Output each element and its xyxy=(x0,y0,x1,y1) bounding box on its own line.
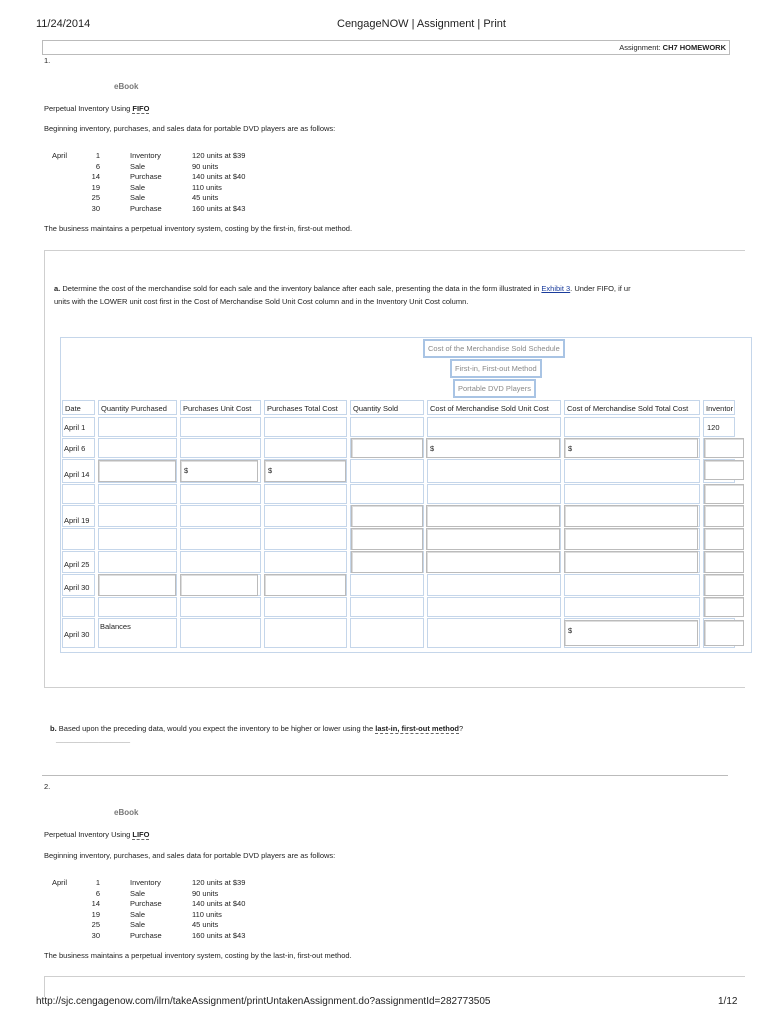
date-label: April 30 xyxy=(64,583,90,592)
units-cell: 90 units xyxy=(192,888,219,898)
inventory-data-table-1 xyxy=(50,151,264,215)
schedule-item: Portable DVD Players xyxy=(453,379,536,398)
grid-cell xyxy=(180,618,261,648)
purchases-unit-cost-apr30[interactable] xyxy=(180,574,258,596)
day-cell: 14 xyxy=(91,899,100,909)
page-title: CengageNOW | Assignment | Print xyxy=(337,18,506,30)
inventory-row xyxy=(50,151,264,162)
inventory-row xyxy=(50,183,264,194)
part-b-answer-select[interactable]: ___________________ xyxy=(56,736,130,743)
spacer-cell xyxy=(102,204,128,215)
spacer-cell xyxy=(102,931,128,942)
inventory-row xyxy=(50,889,264,900)
grid-cell xyxy=(350,574,424,596)
type-cell: Sale xyxy=(130,182,146,192)
grid-cell xyxy=(264,618,347,648)
balances-label: Balances xyxy=(100,622,131,631)
quantity-purchased-apr30[interactable] xyxy=(98,574,176,596)
inventory-balance[interactable] xyxy=(704,620,744,646)
day-cell: 19 xyxy=(91,909,100,919)
date-label: April 1 xyxy=(64,423,86,432)
dollar-sign: $ xyxy=(568,626,573,635)
date-label: April 6 xyxy=(64,444,86,453)
assignment-label-text: Assignment: xyxy=(619,43,661,52)
cogs-unit-cost-apr6[interactable] xyxy=(426,438,560,458)
purchases-total-cost-apr30[interactable] xyxy=(264,574,346,596)
grid-cell xyxy=(264,505,347,527)
spacer-cell xyxy=(102,193,128,204)
type-cell: Inventory xyxy=(130,878,161,887)
cogs-total-cost-apr19b[interactable] xyxy=(564,528,698,550)
grid-cell xyxy=(350,597,424,617)
inventory-apr30b[interactable] xyxy=(704,597,744,617)
units-cell: 45 units xyxy=(192,920,219,930)
month-cell xyxy=(50,193,84,204)
type-cell: Sale xyxy=(130,888,146,898)
assignment-name: CH7 HOMEWORK xyxy=(662,43,726,52)
grid-cell xyxy=(564,417,700,437)
grid-cell xyxy=(98,438,177,458)
day-cell: 30 xyxy=(91,203,100,213)
inventory-apr25[interactable] xyxy=(704,551,744,573)
type-cell: Inventory xyxy=(130,151,161,160)
units-cell: 110 units xyxy=(192,182,222,192)
type-cell: Purchase xyxy=(130,899,162,909)
ebook-link-2[interactable]: eBook xyxy=(114,808,139,817)
column-header-label: Purchases Unit Cost xyxy=(183,404,252,413)
grid-cell xyxy=(564,484,700,504)
units-cell: 110 units xyxy=(192,909,222,919)
inventory-apr30a[interactable] xyxy=(704,574,744,596)
ebook-link-1[interactable]: eBook xyxy=(114,82,139,91)
inventory-row xyxy=(50,172,264,183)
inventory-apr14b[interactable] xyxy=(704,484,744,504)
part-a-instructions xyxy=(54,284,744,293)
grid-cell xyxy=(427,574,561,596)
type-cell: Purchase xyxy=(130,930,162,940)
grid-cell xyxy=(180,505,261,527)
column-header-label: Cost of Merchandise Sold Total Cost xyxy=(567,404,689,413)
inventory-row xyxy=(50,162,264,173)
day-cell: 25 xyxy=(91,920,100,930)
problem-title-1 xyxy=(44,104,149,113)
date-label: April 19 xyxy=(64,516,90,525)
column-header-label: Inventor xyxy=(706,404,734,413)
month-cell: April xyxy=(52,151,68,160)
grid-cell xyxy=(350,459,424,483)
system-note-1: The business maintains a perpetual inventory system, costing by the first-in, first-out method. xyxy=(44,224,353,233)
purchases-total-cost-apr14[interactable] xyxy=(264,460,346,482)
part-a-instructions-line2: units with the LOWER unit cost first in the Cost of Merchandise Sold Unit Cost column and in the Inventory Unit Cost column. xyxy=(54,297,469,306)
month-cell xyxy=(50,183,84,194)
day-cell: 1 xyxy=(95,878,100,887)
cogs-total-cost-apr6[interactable] xyxy=(564,438,698,458)
cogs-total-cost-apr25[interactable] xyxy=(564,551,698,573)
grid-cell xyxy=(264,528,347,550)
type-cell: Purchase xyxy=(130,203,162,213)
schedule-title: Cost of the Merchandise Sold Schedule xyxy=(423,339,565,358)
part-b-label: b. xyxy=(50,724,57,733)
footer-url: http://sjc.cengagenow.com/ilrn/takeAssignment/printUntakenAssignment.do?assignmentId=282773505 xyxy=(36,996,491,1007)
cogs-total-balance[interactable] xyxy=(564,620,698,646)
intro-2: Beginning inventory, purchases, and sales data for portable DVD players are as follows: xyxy=(44,851,336,860)
grid-cell xyxy=(427,597,561,617)
spacer-cell xyxy=(102,920,128,931)
method-term-fifo[interactable]: FIFO xyxy=(132,104,150,113)
grid-cell xyxy=(564,597,700,617)
inventory-row xyxy=(50,910,264,921)
part-a-container-2 xyxy=(44,976,745,997)
grid-cell xyxy=(264,551,347,573)
cogs-unit-cost-apr25[interactable] xyxy=(426,551,560,573)
inventory-apr6[interactable] xyxy=(704,438,744,458)
day-cell: 30 xyxy=(91,930,100,940)
grid-cell xyxy=(427,618,561,648)
assignment-label xyxy=(619,43,726,52)
month-cell xyxy=(50,204,84,215)
inventory-row xyxy=(50,878,264,889)
question-divider xyxy=(42,775,728,776)
inventory-data-table-2 xyxy=(50,878,264,942)
cogs-unit-cost-apr19a[interactable] xyxy=(426,505,560,527)
system-note-2: The business maintains a perpetual inventory system, costing by the last-in, first-out method. xyxy=(44,951,352,960)
quantity-sold-apr25[interactable] xyxy=(351,551,423,573)
dollar-sign: $ xyxy=(268,466,273,475)
grid-cell xyxy=(62,528,95,550)
quantity-purchased-apr14[interactable] xyxy=(98,460,176,482)
spacer-cell xyxy=(102,910,128,921)
day-cell: 14 xyxy=(91,172,100,182)
grid-cell xyxy=(62,484,95,504)
schedule-method: First-in, First-out Method xyxy=(450,359,542,378)
inventory-row xyxy=(50,193,264,204)
dollar-sign: $ xyxy=(568,444,573,453)
grid-cell xyxy=(264,438,347,458)
type-cell: Sale xyxy=(130,193,146,203)
month-cell xyxy=(50,920,84,931)
part-a-text: Determine the cost of the merchandise sold for each sale and the inventory balance after each sale, presenting the data in the form illustrated in xyxy=(62,284,542,293)
month-cell xyxy=(50,889,84,900)
grid-cell xyxy=(98,528,177,550)
day-cell: 1 xyxy=(95,151,100,160)
quantity-sold-apr19b[interactable] xyxy=(351,528,423,550)
date-label: April 25 xyxy=(64,560,90,569)
grid-cell xyxy=(427,484,561,504)
grid-cell xyxy=(264,484,347,504)
part-a-text-2: . Under FIFO, if ur xyxy=(570,284,631,293)
grid-cell xyxy=(62,597,95,617)
month-cell xyxy=(50,931,84,942)
month-cell xyxy=(50,899,84,910)
spacer-cell xyxy=(102,889,128,900)
grid-cell xyxy=(264,417,347,437)
grid-cell xyxy=(350,484,424,504)
grid-cell xyxy=(98,505,177,527)
grid-cell xyxy=(180,438,261,458)
grid-cell xyxy=(180,597,261,617)
grid-cell xyxy=(350,618,424,648)
question-number-1: 1. xyxy=(44,56,51,65)
column-header-label: Date xyxy=(65,404,81,413)
print-date: 11/24/2014 xyxy=(36,18,91,30)
grid-cell xyxy=(98,417,177,437)
spacer-cell xyxy=(102,172,128,183)
spacer-cell xyxy=(102,878,128,889)
intro-1: Beginning inventory, purchases, and sales data for portable DVD players are as follows: xyxy=(44,124,336,133)
type-cell: Purchase xyxy=(130,172,162,182)
part-b-question xyxy=(50,724,463,733)
grid-cell xyxy=(98,597,177,617)
cogs-unit-cost-apr19b[interactable] xyxy=(426,528,560,550)
day-cell: 19 xyxy=(91,182,100,192)
month-cell xyxy=(50,162,84,173)
grid-cell xyxy=(264,597,347,617)
type-cell: Sale xyxy=(130,161,146,171)
spacer-cell xyxy=(102,162,128,173)
spacer-cell xyxy=(102,151,128,162)
grid-cell xyxy=(180,484,261,504)
quantity-sold-apr19a[interactable] xyxy=(351,505,423,527)
units-cell: 140 units at $40 xyxy=(192,172,246,182)
page-number: 1/12 xyxy=(718,996,738,1007)
grid-cell xyxy=(98,484,177,504)
method-term-lifo[interactable]: LIFO xyxy=(132,830,150,839)
grid-cell xyxy=(180,528,261,550)
day-cell: 6 xyxy=(95,161,100,171)
units-cell: 120 units at $39 xyxy=(192,151,246,160)
part-b-text: Based upon the preceding data, would you expect the inventory to be higher or lower using the xyxy=(58,724,376,733)
grid-cell xyxy=(427,417,561,437)
part-b-qmark: ? xyxy=(458,724,464,733)
grid-cell xyxy=(564,574,700,596)
exhibit-3-link[interactable]: Exhibit 3 xyxy=(541,284,571,293)
inventory-row xyxy=(50,204,264,215)
inventory-row xyxy=(50,931,264,942)
day-cell: 25 xyxy=(91,193,100,203)
date-label: April 14 xyxy=(64,470,90,479)
units-cell: 90 units xyxy=(192,161,219,171)
units-cell: 140 units at $40 xyxy=(192,899,246,909)
cogs-total-cost-apr19a[interactable] xyxy=(564,505,698,527)
units-cell: 160 units at $43 xyxy=(192,203,246,213)
spacer-cell xyxy=(102,183,128,194)
inventory-row xyxy=(50,899,264,910)
type-cell: Sale xyxy=(130,920,146,930)
inventory-apr19b[interactable] xyxy=(704,528,744,550)
problem-title-2 xyxy=(44,830,149,839)
grid-cell xyxy=(180,417,261,437)
column-header-label: Quantity Purchased xyxy=(101,404,167,413)
lifo-term[interactable]: last-in, first-out method xyxy=(375,724,459,733)
inventory-apr14a[interactable] xyxy=(704,460,744,480)
column-header-label: Quantity Sold xyxy=(353,404,399,413)
month-cell xyxy=(50,910,84,921)
units-cell: 45 units xyxy=(192,193,219,203)
month-cell: April xyxy=(52,878,68,887)
spacer-cell xyxy=(102,899,128,910)
month-cell xyxy=(50,172,84,183)
question-number-2: 2. xyxy=(44,782,51,791)
date-label: April 30 xyxy=(64,630,90,639)
grid-cell xyxy=(350,417,424,437)
type-cell: Sale xyxy=(130,909,146,919)
title-prefix-2: Perpetual Inventory Using xyxy=(44,830,133,839)
units-cell: 160 units at $43 xyxy=(192,930,246,940)
units-cell: 120 units at $39 xyxy=(192,878,246,887)
purchases-unit-cost-apr14[interactable] xyxy=(180,460,258,482)
dollar-sign: $ xyxy=(184,466,189,475)
column-header-label: Purchases Total Cost xyxy=(267,404,338,413)
part-a-label: a. xyxy=(54,284,61,293)
title-prefix: Perpetual Inventory Using xyxy=(44,104,133,113)
grid-cell xyxy=(98,551,177,573)
day-cell: 6 xyxy=(95,888,100,898)
inventory-qty-april1: 120 xyxy=(707,423,720,432)
dollar-sign: $ xyxy=(430,444,435,453)
quantity-sold-apr6[interactable] xyxy=(351,438,423,458)
grid-cell xyxy=(564,459,700,483)
inventory-row xyxy=(50,920,264,931)
inventory-apr19[interactable] xyxy=(704,505,744,527)
grid-cell xyxy=(180,551,261,573)
column-header-label: Cost of Merchandise Sold Unit Cost xyxy=(430,404,549,413)
grid-cell xyxy=(427,459,561,483)
